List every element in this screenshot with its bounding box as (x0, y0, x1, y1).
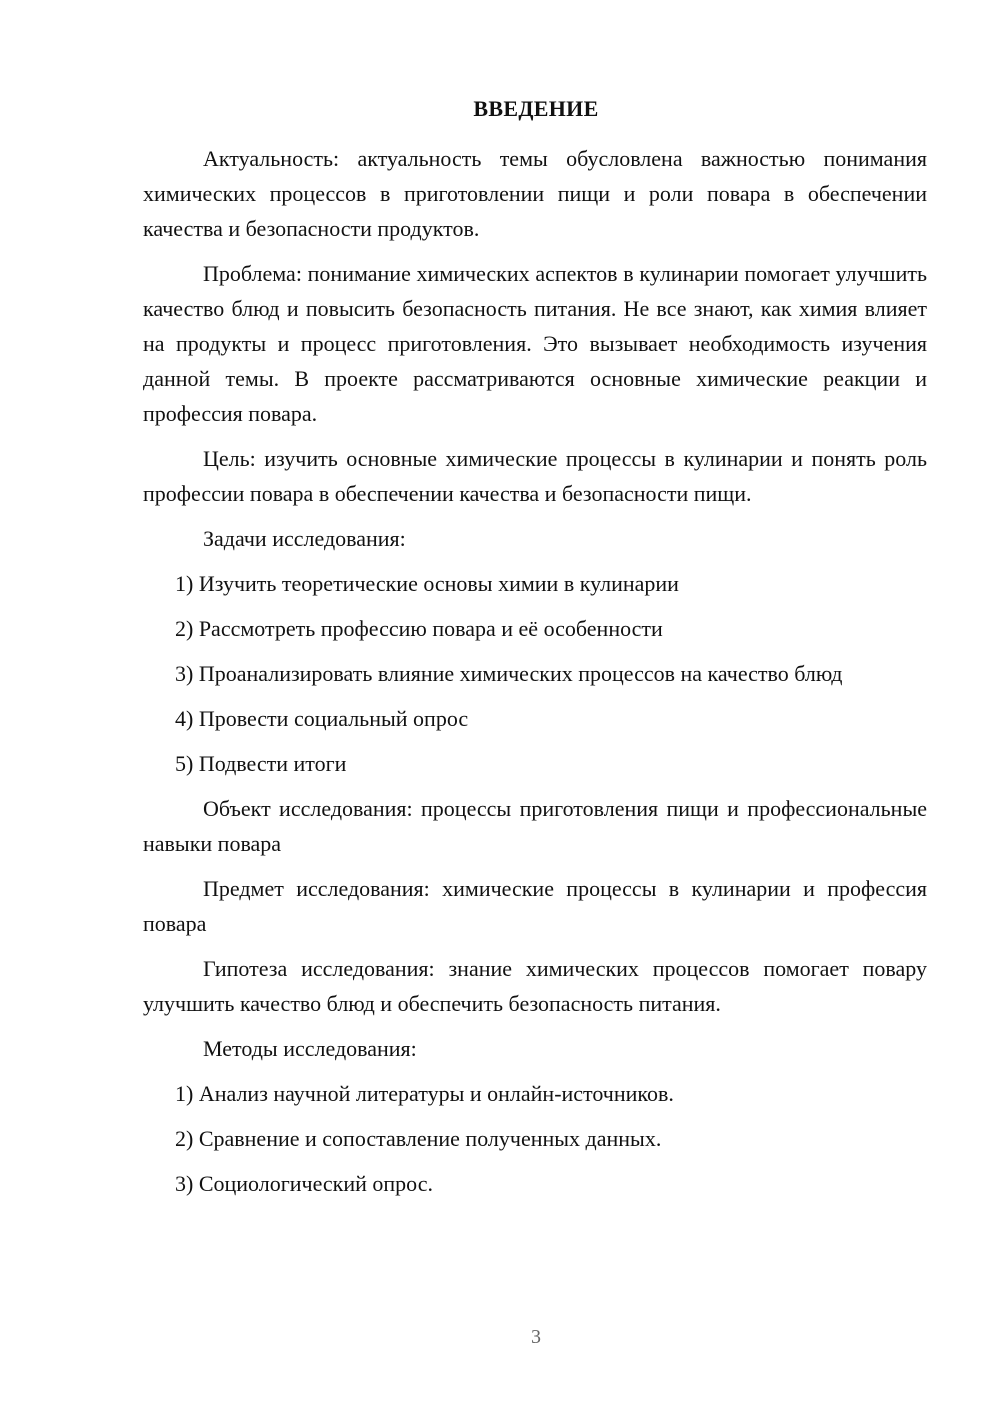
paragraph-relevance: Актуальность: актуальность темы обусловлена важностью понимания химических процессов в приготовлении пищи и роли повара в обеспечении качества и безопасности продуктов. (143, 146, 927, 241)
paragraph-subject: Предмет исследования: химические процессы в кулинарии и профессия повара (143, 876, 927, 936)
task-item-5: 5) Подвести итоги (175, 751, 347, 776)
method-item-2: 2) Сравнение и сопоставление полученных данных. (175, 1126, 662, 1151)
page-number: 3 (531, 1326, 541, 1348)
task-item-3: 3) Проанализировать влияние химических процессов на качество блюд (175, 661, 843, 686)
section-title: ВВЕДЕНИЕ (473, 96, 599, 121)
method-item-3: 3) Социологический опрос. (175, 1171, 433, 1196)
document-body (143, 141, 927, 1211)
paragraph-tasks-heading: Задачи исследования: (203, 526, 406, 551)
method-item-1: 1) Анализ научной литературы и онлайн-источников. (175, 1081, 674, 1106)
task-item-1: 1) Изучить теоретические основы химии в кулинарии (175, 571, 679, 596)
task-item-2: 2) Рассмотреть профессию повара и её особенности (175, 616, 663, 641)
paragraph-problem: Проблема: понимание химических аспектов в кулинарии помогает улучшить качество блюд и повысить безопасность питания. Не все знают, как химия влияет на продукты и процесс приготовления. Это вызывает необходимость изучения данной темы. В проекте рассматриваются основные химические реакции и профессия повара. (143, 261, 927, 426)
task-item-4: 4) Провести социальный опрос (175, 706, 469, 731)
paragraph-hypothesis: Гипотеза исследования: знание химических процессов помогает повару улучшить качество блюд и обеспечить безопасность питания. (143, 956, 927, 1016)
paragraph-goal: Цель: изучить основные химические процессы в кулинарии и понять роль профессии повара в обеспечении качества и безопасности пищи. (143, 446, 927, 506)
paragraph-methods-heading: Методы исследования: (203, 1036, 417, 1061)
paragraph-object: Объект исследования: процессы приготовления пищи и профессиональные навыки повара (143, 796, 927, 856)
